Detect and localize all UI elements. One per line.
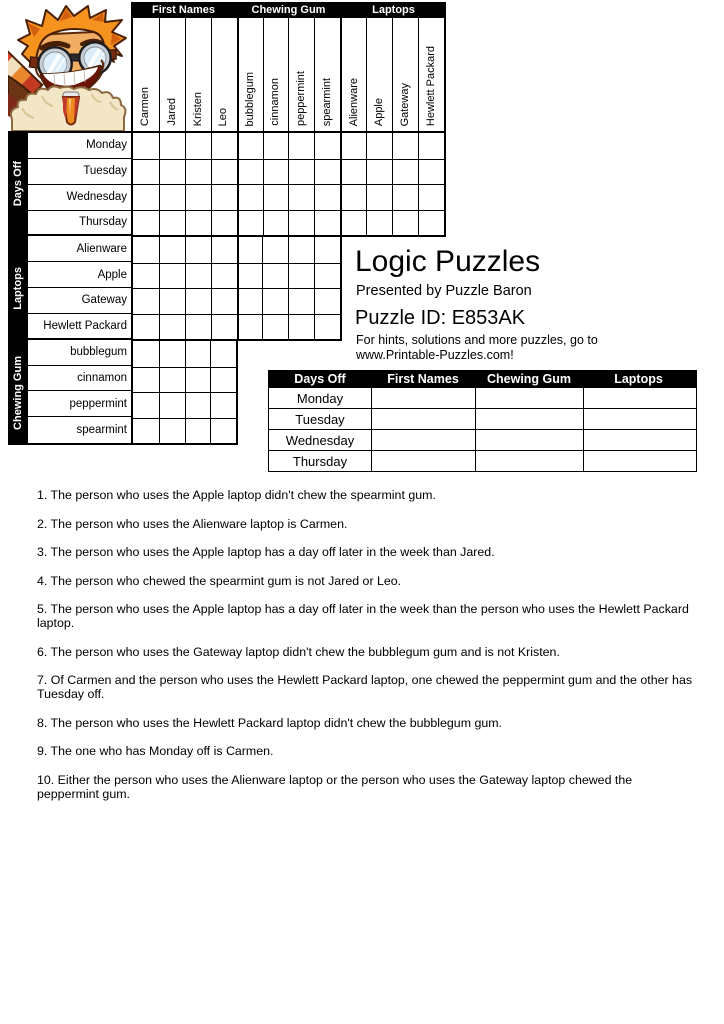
row-group-label: Days Off <box>12 160 24 206</box>
grid-cell[interactable] <box>314 159 340 185</box>
grid-cell[interactable] <box>133 237 159 263</box>
answer-cell[interactable] <box>583 409 694 429</box>
grid-cell[interactable] <box>340 184 366 210</box>
grid-cell[interactable] <box>159 210 185 236</box>
row-label: Apple <box>28 262 131 288</box>
grid-cell[interactable] <box>211 184 237 210</box>
answer-day-cell: Wednesday <box>285 432 355 448</box>
clue: 6. The person who uses the Gateway laptop didn't chew the bubblegum gum and is not Kristen. <box>37 644 560 659</box>
grid-cell[interactable] <box>314 314 340 340</box>
row-label: Hewlett Packard <box>28 314 131 340</box>
grid-cell[interactable] <box>185 184 211 210</box>
grid-cell[interactable] <box>133 341 159 367</box>
answer-table-row <box>269 387 696 408</box>
grid-cell[interactable] <box>418 210 444 236</box>
grid-cell[interactable] <box>237 159 263 185</box>
grid-cells-chewing-gum <box>131 339 238 445</box>
clue: 5. The person who uses the Apple laptop has a day off later in the week than the person who uses the Hewlett Packard laptop. <box>37 602 689 630</box>
column-label: spearmint <box>314 18 340 131</box>
row-group-label: Chewing Gum <box>12 355 24 430</box>
answer-day-cell: Tuesday <box>295 411 345 427</box>
clue-list <box>37 488 695 815</box>
grid-cell[interactable] <box>185 210 211 236</box>
grid-cell[interactable] <box>185 341 211 367</box>
grid-cell[interactable] <box>366 210 392 236</box>
grid-cell[interactable] <box>418 184 444 210</box>
grid-cell[interactable] <box>418 133 444 159</box>
grid-cell[interactable] <box>133 263 159 289</box>
hint-line: For hints, solutions and more puzzles, go to <box>356 333 598 347</box>
clue: 1. The person who uses the Apple laptop didn't chew the spearmint gum. <box>37 488 436 502</box>
grid-cell[interactable] <box>211 159 237 185</box>
row-label: spearmint <box>76 424 127 437</box>
grid-cell[interactable] <box>159 133 185 159</box>
grid-cell[interactable] <box>288 314 314 340</box>
answer-table-header-cell: Chewing Gum <box>486 372 572 386</box>
grid-cell[interactable] <box>314 133 340 159</box>
answer-cell[interactable] <box>371 430 475 450</box>
grid-cell[interactable] <box>288 133 314 159</box>
grid-cell[interactable] <box>237 314 263 340</box>
answer-cell[interactable] <box>371 388 475 408</box>
answer-table-header <box>269 371 696 387</box>
grid-cell[interactable] <box>288 184 314 210</box>
column-label: peppermint <box>288 18 314 131</box>
grid-cell[interactable] <box>133 159 159 185</box>
grid-cell[interactable] <box>133 288 159 314</box>
clue: 7. Of Carmen and the person who uses the Hewlett Packard laptop, one chewed the peppermint gum and the other has Tuesday off. <box>37 673 693 701</box>
grid-cell[interactable] <box>211 133 237 159</box>
answer-cell[interactable] <box>583 430 694 450</box>
grid-cell[interactable] <box>159 184 185 210</box>
answer-table-row <box>269 429 696 450</box>
column-label: Gateway <box>392 18 418 131</box>
row-group-label: Laptops <box>12 266 24 310</box>
grid-cell[interactable] <box>133 418 159 444</box>
grid-cell[interactable] <box>392 133 418 159</box>
grid-cell[interactable] <box>211 237 237 263</box>
grid-cell[interactable] <box>211 263 237 289</box>
grid-cells-days-off <box>131 131 446 237</box>
grid-cell[interactable] <box>185 288 211 314</box>
grid-cell[interactable] <box>210 418 236 444</box>
grid-cell[interactable] <box>185 263 211 289</box>
clue: 10. Either the person who uses the Alienware laptop or the person who uses the Gateway laptop chewed the peppermint gum. <box>37 772 633 801</box>
column-group-header: First Names <box>152 4 215 16</box>
row-label: cinnamon <box>28 366 131 392</box>
grid-cell[interactable] <box>159 418 185 444</box>
grid-cell[interactable] <box>133 133 159 159</box>
page-title: Logic Puzzles <box>355 245 541 278</box>
column-label: Alienware <box>340 18 366 131</box>
grid-cell[interactable] <box>288 210 314 236</box>
grid-cell[interactable] <box>262 288 288 314</box>
grid-cell[interactable] <box>366 133 392 159</box>
row-label: Monday <box>28 133 131 159</box>
puzzle-id: Puzzle ID: E853AK <box>355 307 526 329</box>
column-label: Jared <box>159 18 185 131</box>
grid-cell[interactable] <box>366 184 392 210</box>
grid-column-labels <box>131 18 446 131</box>
clue: 3. The person who uses the Apple laptop has a day off later in the week than Jared. <box>37 545 495 559</box>
row-label: peppermint <box>28 391 131 417</box>
grid-cell[interactable] <box>288 263 314 289</box>
grid-cell[interactable] <box>262 263 288 289</box>
grid-cell[interactable] <box>133 367 159 393</box>
grid-column-group-headers <box>131 2 446 18</box>
column-group-header: Laptops <box>372 4 415 16</box>
grid-cell[interactable] <box>159 288 185 314</box>
row-label: Wednesday <box>28 185 131 211</box>
answer-cell[interactable] <box>475 451 583 471</box>
answer-table-row <box>269 450 696 471</box>
column-label: Hewlett Packard <box>418 18 444 131</box>
grid-cell[interactable] <box>185 314 211 340</box>
grid-cell[interactable] <box>159 159 185 185</box>
grid-row-group-sidebar <box>8 131 28 445</box>
row-label: bubblegum <box>28 340 131 366</box>
grid-cell[interactable] <box>237 237 263 263</box>
grid-cell[interactable] <box>340 133 366 159</box>
answer-table-row <box>269 408 696 429</box>
grid-cell[interactable] <box>288 159 314 185</box>
grid-cell[interactable] <box>159 237 185 263</box>
grid-cell[interactable] <box>210 392 236 418</box>
grid-cell[interactable] <box>159 367 185 393</box>
site-url[interactable]: www.Printable-Puzzles.com! <box>356 348 514 362</box>
grid-cell[interactable] <box>133 210 159 236</box>
row-label: Gateway <box>28 288 131 314</box>
grid-cell[interactable] <box>314 237 340 263</box>
grid-cell[interactable] <box>392 159 418 185</box>
answer-cell[interactable] <box>475 388 583 408</box>
grid-cell[interactable] <box>211 288 237 314</box>
answer-day-cell: Thursday <box>292 453 348 469</box>
column-label: Apple <box>366 18 392 131</box>
answer-table-header-cell: Days Off <box>294 372 346 386</box>
grid-cell[interactable] <box>185 133 211 159</box>
grid-cell[interactable] <box>392 184 418 210</box>
grid-cell[interactable] <box>288 237 314 263</box>
grid-cell[interactable] <box>314 210 340 236</box>
grid-cell[interactable] <box>237 288 263 314</box>
grid-cell[interactable] <box>211 314 237 340</box>
grid-cell[interactable] <box>185 392 211 418</box>
grid-cell[interactable] <box>340 159 366 185</box>
grid-cell[interactable] <box>262 237 288 263</box>
grid-cell[interactable] <box>288 288 314 314</box>
answer-cell[interactable] <box>583 451 694 471</box>
grid-row-labels <box>28 131 131 445</box>
clue: 8. The person who uses the Hewlett Packard laptop didn't chew the bubblegum gum. <box>37 715 502 730</box>
row-label: Alienware <box>28 236 131 262</box>
grid-cell[interactable] <box>185 367 211 393</box>
column-label: Leo <box>211 18 237 131</box>
grid-cell[interactable] <box>314 263 340 289</box>
column-group-header: Chewing Gum <box>251 4 326 16</box>
answer-table-header-cell: First Names <box>387 372 459 386</box>
column-label: cinnamon <box>263 18 289 131</box>
grid-cell[interactable] <box>237 133 263 159</box>
grid-cell[interactable] <box>185 237 211 263</box>
grid-cell[interactable] <box>263 184 289 210</box>
clue: 2. The person who uses the Alienware laptop is Carmen. <box>37 516 348 531</box>
mascot-illustration <box>8 2 131 131</box>
answer-table-body <box>269 387 696 471</box>
grid-cell[interactable] <box>159 314 185 340</box>
grid-cells-laptops <box>131 235 342 341</box>
grid-cell[interactable] <box>159 263 185 289</box>
grid-cell[interactable] <box>237 184 263 210</box>
answer-table <box>268 370 697 472</box>
answer-cell[interactable] <box>583 388 694 408</box>
grid-cell[interactable] <box>159 341 185 367</box>
answer-table-header-cell: Laptops <box>614 372 663 386</box>
row-label: Tuesday <box>28 159 131 185</box>
column-label: Kristen <box>185 18 211 131</box>
grid-cell[interactable] <box>314 288 340 314</box>
grid-cell[interactable] <box>263 133 289 159</box>
grid-cell[interactable] <box>133 184 159 210</box>
page-subtitle: Presented by Puzzle Baron <box>356 283 532 299</box>
column-label: Carmen <box>139 86 152 126</box>
grid-cell[interactable] <box>133 314 159 340</box>
answer-cell[interactable] <box>475 409 583 429</box>
grid-cell[interactable] <box>262 314 288 340</box>
answer-cell[interactable] <box>475 430 583 450</box>
grid-cell[interactable] <box>211 210 237 236</box>
grid-cell[interactable] <box>185 418 211 444</box>
answer-day-cell: Monday <box>296 390 344 406</box>
grid-cell[interactable] <box>418 159 444 185</box>
clue: 4. The person who chewed the spearmint gum is not Jared or Leo. <box>37 573 402 588</box>
grid-cell[interactable] <box>263 159 289 185</box>
grid-cell[interactable] <box>133 392 159 418</box>
grid-cell[interactable] <box>340 210 366 236</box>
column-label: bubblegum <box>237 18 263 131</box>
grid-cell[interactable] <box>210 341 236 367</box>
grid-cell[interactable] <box>366 159 392 185</box>
grid-cell[interactable] <box>185 159 211 185</box>
grid-cell[interactable] <box>392 210 418 236</box>
grid-cell[interactable] <box>159 392 185 418</box>
hint-text <box>356 333 598 363</box>
grid-cell[interactable] <box>237 263 263 289</box>
grid-cell[interactable] <box>314 184 340 210</box>
grid-cell[interactable] <box>237 210 263 236</box>
answer-cell[interactable] <box>371 409 475 429</box>
row-label: Thursday <box>28 211 131 237</box>
grid-cell[interactable] <box>263 210 289 236</box>
answer-cell[interactable] <box>371 451 475 471</box>
clue: 9. The one who has Monday off is Carmen. <box>37 744 274 758</box>
grid-cell[interactable] <box>210 367 236 393</box>
